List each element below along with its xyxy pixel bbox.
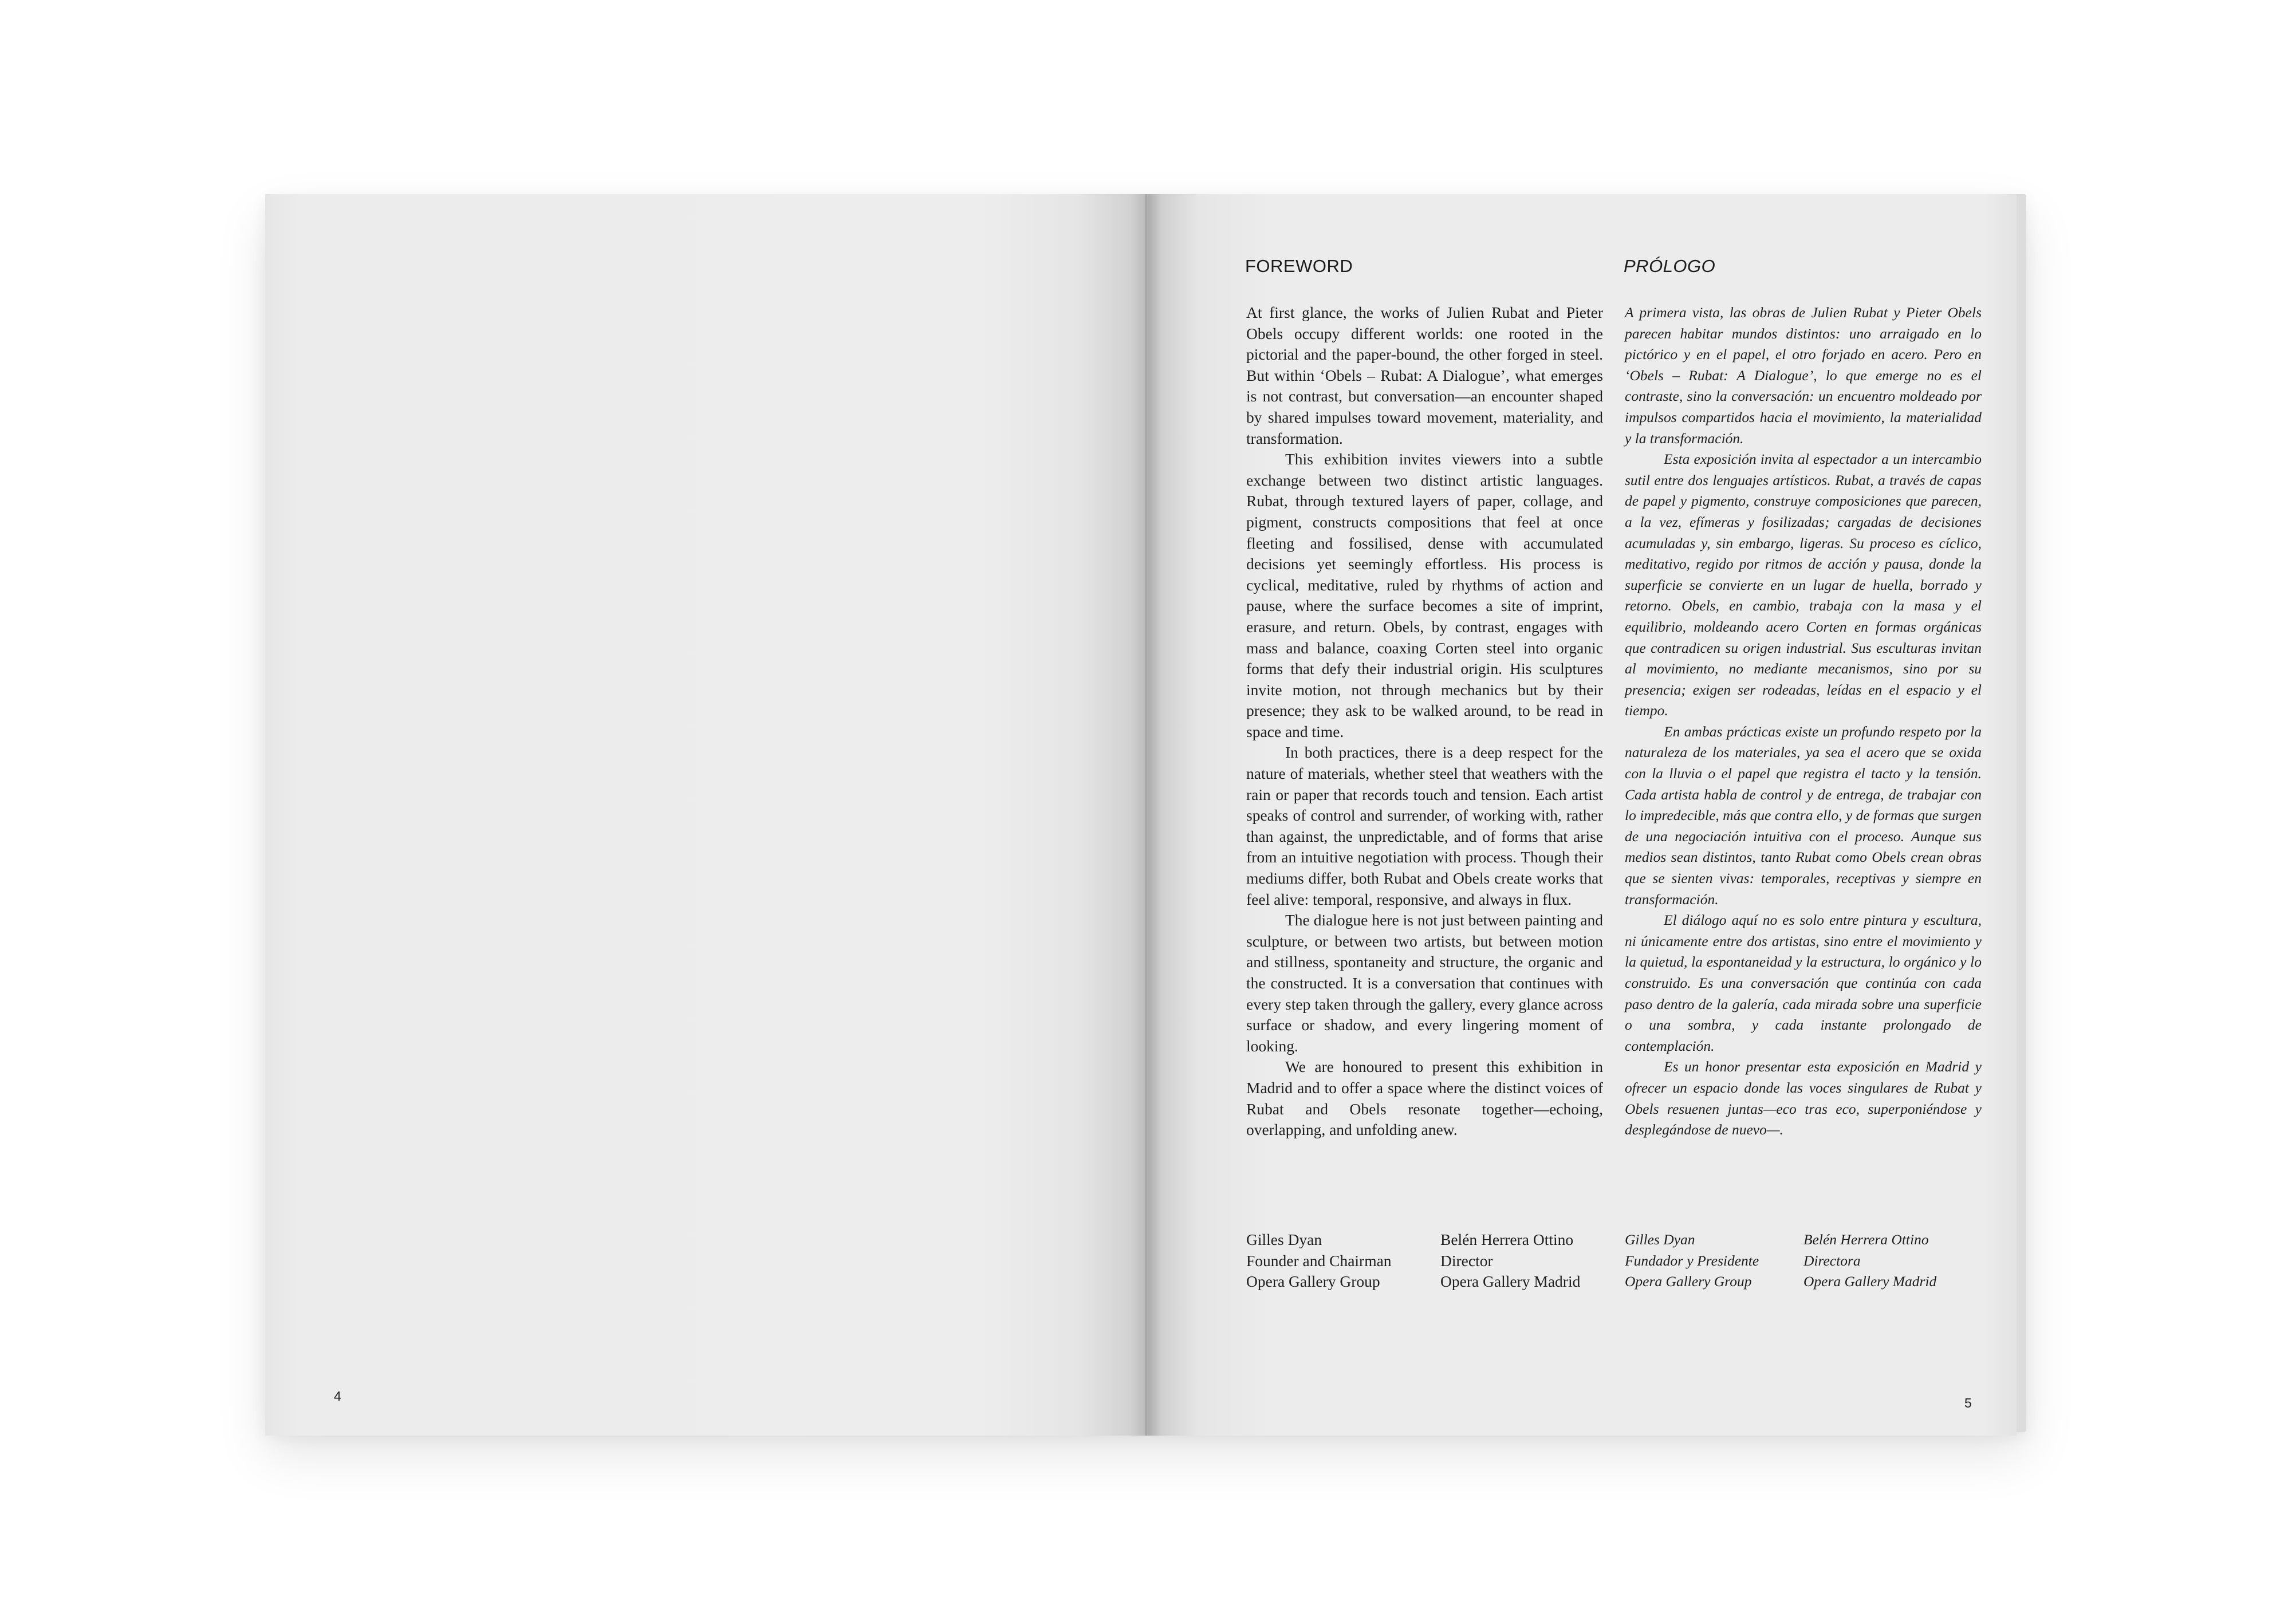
signatory-role: Directora — [1803, 1252, 1861, 1269]
prologo-heading: PRÓLOGO — [1624, 256, 1716, 276]
signatory-name: Gilles Dyan — [1246, 1231, 1322, 1248]
signature-en-2 — [1440, 1229, 1629, 1292]
paragraph-en: In both practices, there is a deep respect for the nature of materials, whether steel that weathers with the rain or paper that records touch and tension. Each artist speaks of control and surrender, of working with, rather than against, the unpredictable, and of forms that arise from an intuitive negotiation with process. Though their mediums differ, both Rubat and Obels create works that feel alive: temporal, responsive, and always in flux. — [1246, 743, 1603, 908]
signatory-name: Gilles Dyan — [1625, 1231, 1695, 1248]
paragraph-es: En ambas prácticas existe un profundo respeto por la naturaleza de los materiales, ya sea el acero que se oxida con la lluvia o el papel que registra el tacto y la tensión. Cada artista habla de control y de entrega, de trabajar con lo impredecible, más que contra ello, y de formas que surgen de una negociación intuitiva con el proceso. Aunque sus medios sean distintos, tanto Rubat como Obels crean obras que se sienten vivas: temporales, receptivas y siempre en transformación. — [1625, 723, 1982, 908]
paragraph-en: We are honoured to present this exhibition in Madrid and to offer a space where the distinct voices of Rubat and Obels resonate together—echoing, overlapping, and unfolding anew. — [1246, 1058, 1603, 1139]
foreword-heading: FOREWORD — [1245, 256, 1353, 276]
book-spine — [1145, 194, 1148, 1436]
paragraph-es: A primera vista, las obras de Julien Rubat y Pieter Obels parecen habitar mundos distintos: uno arraigado en lo pictórico y en el papel, el otro forjado en acero. Pero en ‘Obels – Rubat: A Dialogue’, lo que emerge no es el contraste, sino la conversación: un encuentro moldeado por impulsos compartidos hacia el movimiento, la materialidad y la transformación. — [1625, 304, 1982, 447]
paragraph-en: This exhibition invites viewers into a subtle exchange between two distinct artistic languages. Rubat, through textured layers of paper, collage, and pigment, constructs compositions that feel at once fleeting and fossilised, dense with accumulated decisions yet seemingly effortless. His process is cyclical, meditative, ruled by rhythms of action and pause, where the surface becomes a site of imprint, erasure, and return. Obels, by contrast, engages with mass and balance, coaxing Corten steel into organic forms that defy their industrial origin. His sculptures invite motion, not through mechanics but by their presence; they ask to be walked around, to be read in space and time. — [1246, 450, 1603, 740]
paragraph-es: Esta exposición invita al espectador a un intercambio sutil entre dos lenguajes artísticos. Rubat, a través de capas de papel y pigmento, construye composiciones que parecen, a la vez, efímeras y fosilizadas; cargadas de decisiones acumuladas y, sin embargo, ligeras. Su proceso es cíclico, meditativo, regido por ritmos de acción y pausa, donde la superficie se convierte en un lugar de huella, borrado y retorno. Obels, en cambio, trabaja con la masa y el equilibrio, moldeando acero Corten en formas orgánicas que contradicen su origen industrial. Sus esculturas invitan al movimiento, no mediante mecanismos, sino por su presencia; exigen ser rodeadas, leídas en el espacio y el tiempo. — [1625, 451, 1982, 719]
foreword-text-en — [1246, 302, 1603, 1141]
signatory-org: Opera Gallery Group — [1625, 1273, 1752, 1290]
signatory-name: Belén Herrera Ottino — [1803, 1231, 1929, 1248]
paragraph-es: Es un honor presentar esta exposición en Madrid y ofrecer un espacio donde las voces singulares de Rubat y Obels resuenen juntas—eco tras eco, superponiéndose y desplegándose de nuevo—. — [1625, 1058, 1982, 1138]
signatory-name: Belén Herrera Ottino — [1440, 1231, 1574, 1248]
right-page — [1147, 194, 2017, 1436]
signature-es-2 — [1803, 1229, 1992, 1292]
signatory-role: Fundador y Presidente — [1625, 1252, 1759, 1269]
signature-es-1 — [1625, 1229, 1814, 1292]
right-page-number: 5 — [1964, 1396, 1972, 1410]
signatory-org: Opera Gallery Madrid — [1440, 1272, 1581, 1291]
left-page-number: 4 — [334, 1389, 341, 1404]
paragraph-en: The dialogue here is not just between painting and sculpture, or between two artists, but between motion and stillness, spontaneity and structure, the organic and the constructed. It is a conversation that continues with every step taken through the gallery, every glance across surface or shadow, and every lingering moment of looking. — [1246, 911, 1603, 1055]
paragraph-en: At first glance, the works of Julien Rubat and Pieter Obels occupy different worlds: one rooted in the pictorial and the paper-bound, the other forged in steel. But within ‘Obels – Rubat: A Dialogue’, what emerges is not contrast, but conversation—an encounter shaped by shared impulses toward movement, materiality, and transformation. — [1246, 303, 1603, 447]
signatory-org: Opera Gallery Group — [1246, 1272, 1380, 1291]
signatory-org: Opera Gallery Madrid — [1803, 1273, 1937, 1290]
signatory-role: Founder and Chairman — [1246, 1251, 1392, 1270]
signature-en-1 — [1246, 1229, 1435, 1292]
prologo-text-es — [1625, 302, 1982, 1141]
signatory-role: Director — [1440, 1251, 1493, 1270]
left-page — [265, 194, 1147, 1436]
paragraph-es: El diálogo aquí no es solo entre pintura y escultura, ni únicamente entre dos artistas, sino entre el movimiento y la quietud, la espontaneidad y la estructura, lo orgánico y lo construido. Es una conversación que continúa con cada paso dentro de la galería, cada mirada sobre una superficie o una sombra, y cada instante prolongado de contemplación. — [1625, 912, 1982, 1054]
